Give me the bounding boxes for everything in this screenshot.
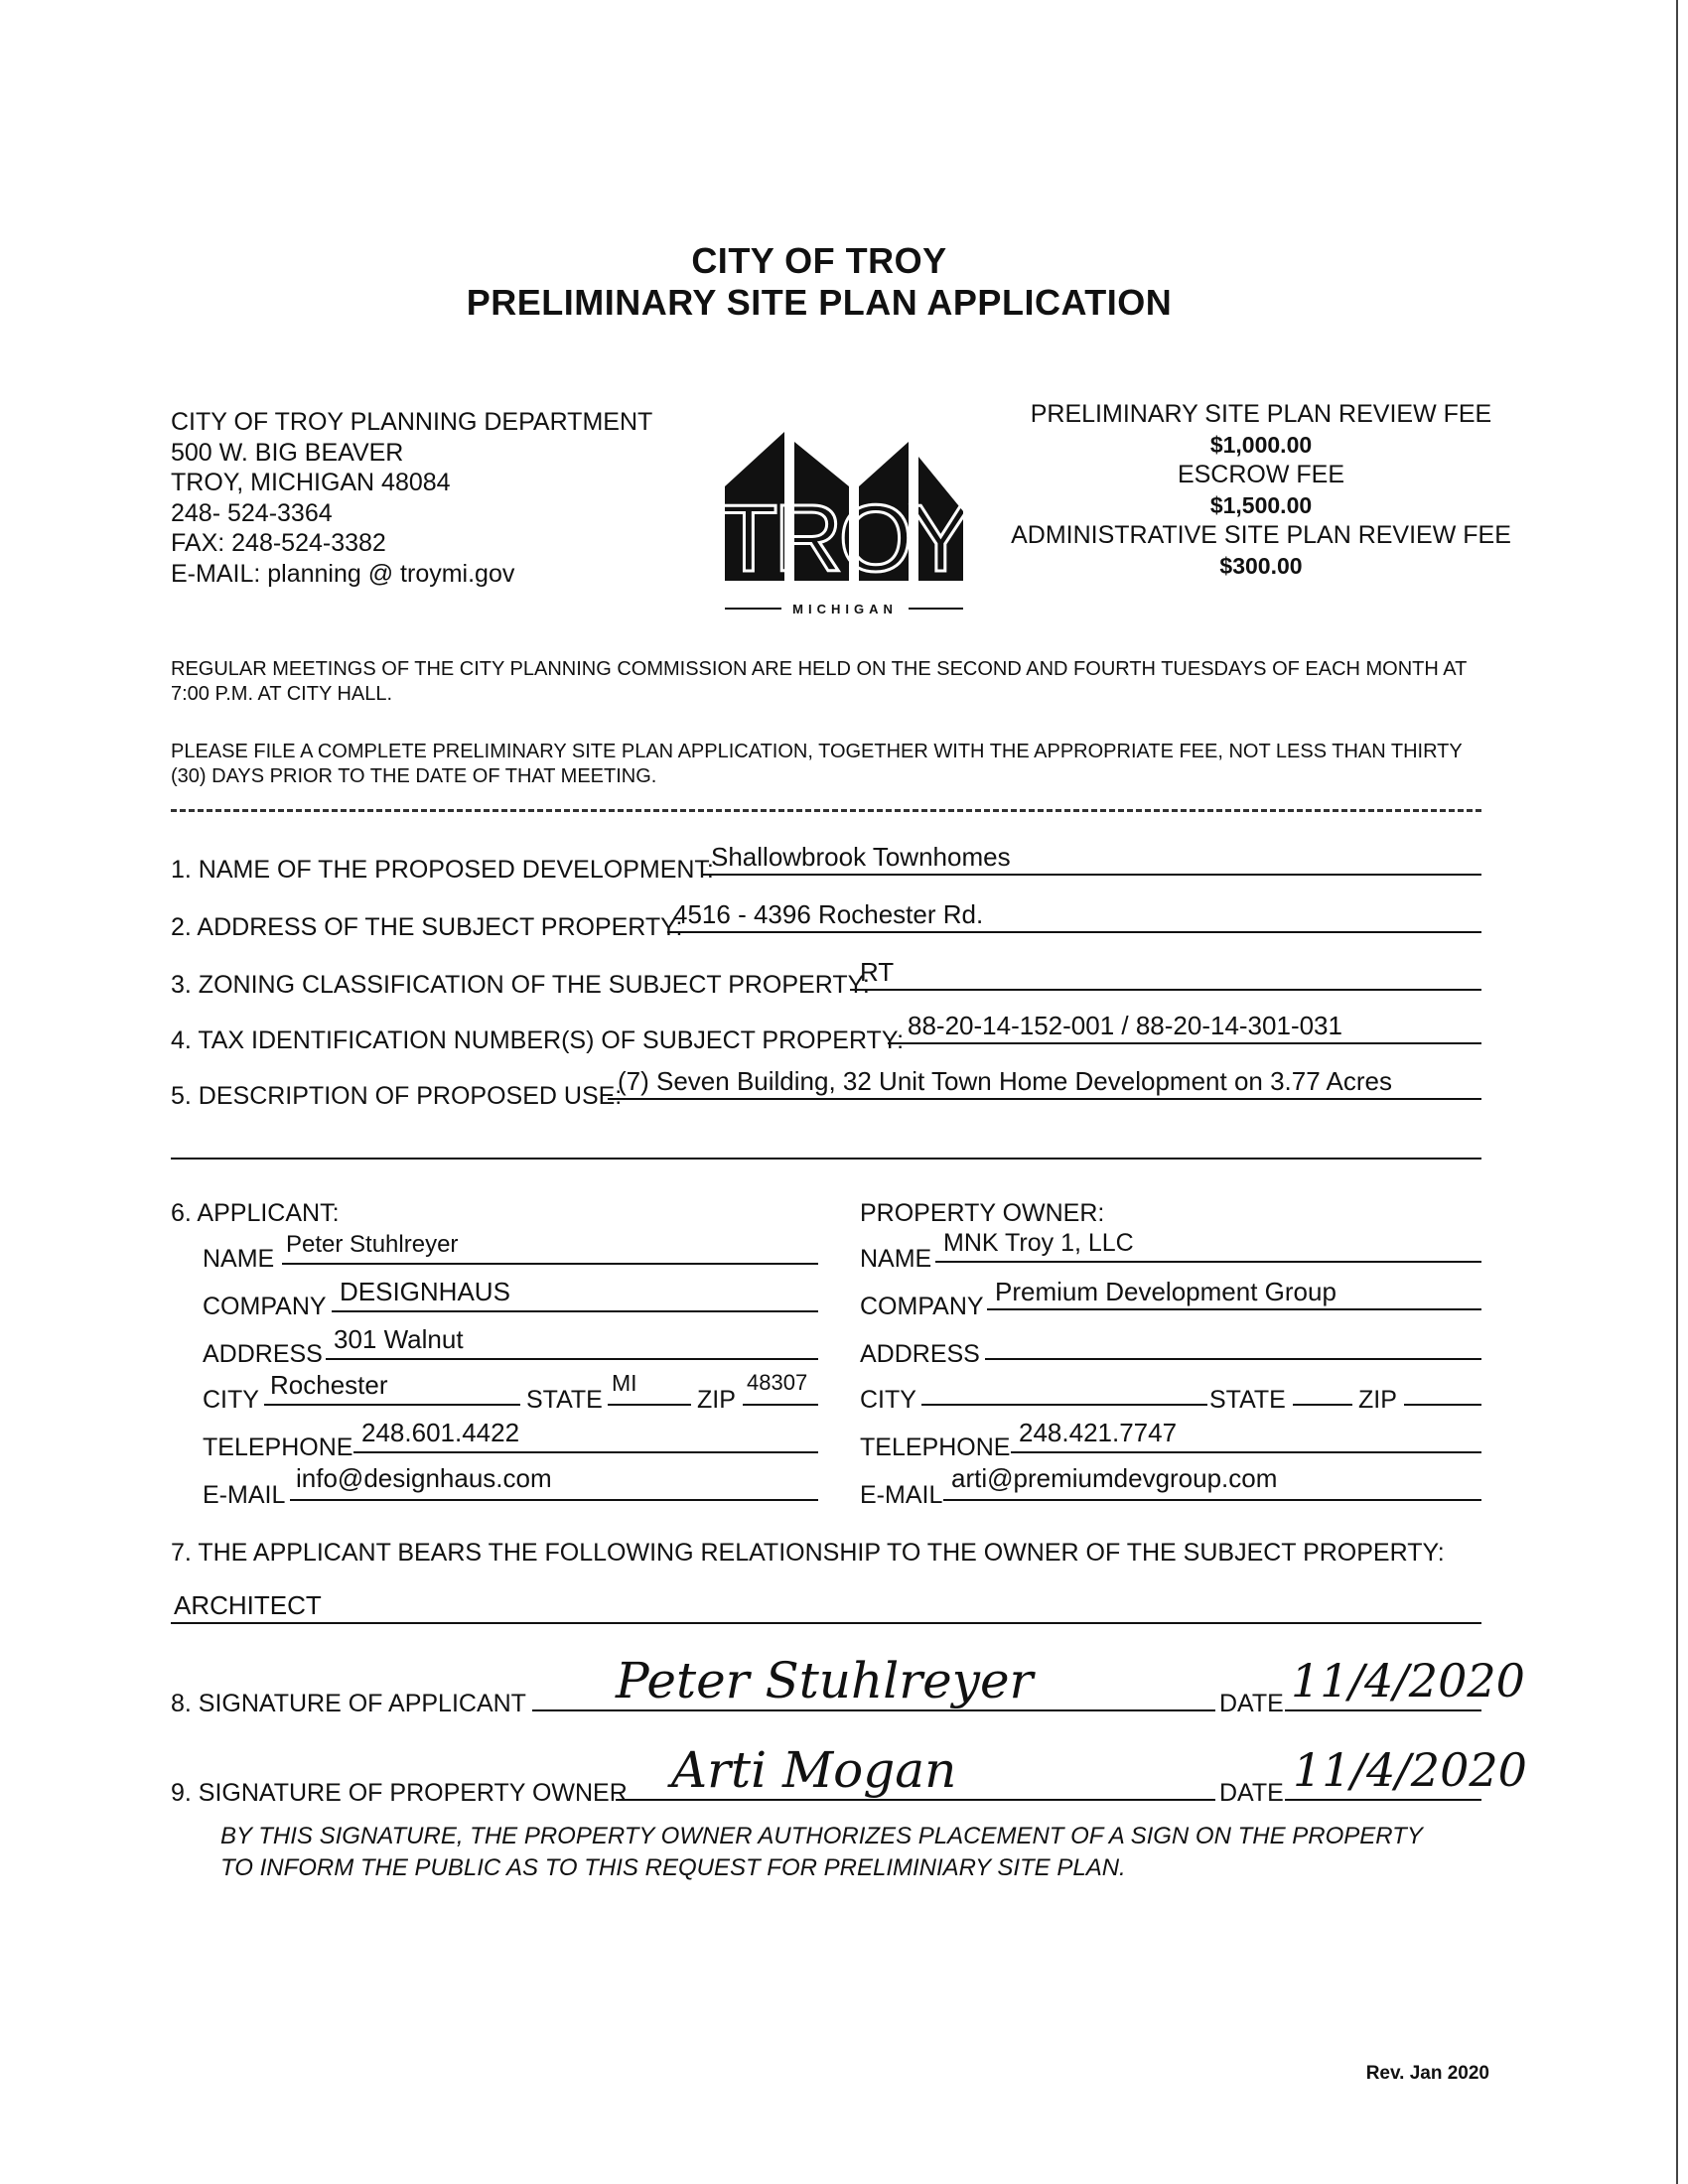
applicant-zip-label: ZIP: [697, 1386, 736, 1414]
owner-telephone-label: TELEPHONE: [860, 1433, 1011, 1461]
property-address-field[interactable]: 4516 - 4396 Rochester Rd.: [673, 899, 984, 929]
owner-zip-line: [1404, 1404, 1481, 1406]
owner-state-label: STATE: [1209, 1386, 1286, 1414]
proposed-use-label: 5. DESCRIPTION OF PROPOSED USE:: [171, 1082, 623, 1110]
meetings-notice: REGULAR MEETINGS OF THE CITY PLANNING COMMISSION ARE HELD ON THE SECOND AND FOURTH TUESDAYS OF EACH MONTH AT 7:00 P.M. AT CITY HALL.: [171, 658, 1468, 705]
relationship-label: 7. THE APPLICANT BEARS THE FOLLOWING RELATIONSHIP TO THE OWNER OF THE SUBJECT PROPERTY:: [171, 1539, 1445, 1567]
tax-id-label: 4. TAX IDENTIFICATION NUMBER(S) OF SUBJECT PROPERTY:: [171, 1026, 905, 1054]
owner-email-label: E-MAIL: [860, 1481, 943, 1509]
applicant-telephone-label: TELEPHONE: [203, 1433, 353, 1461]
proposed-use-line-2: [171, 1158, 1481, 1160]
applicant-company-line: [332, 1310, 818, 1312]
applicant-address-line: [326, 1358, 818, 1360]
development-name-label: 1. NAME OF THE PROPOSED DEVELOPMENT:: [171, 856, 714, 884]
owner-name-label: NAME: [860, 1245, 932, 1273]
owner-address-line: [985, 1358, 1481, 1360]
applicant-zip-line: [743, 1404, 818, 1406]
owner-address-label: ADDRESS: [860, 1340, 980, 1368]
admin-fee-label: ADMINISTRATIVE SITE PLAN REVIEW FEE: [1011, 521, 1511, 549]
applicant-address-label: ADDRESS: [203, 1340, 323, 1368]
owner-company-line: [987, 1308, 1481, 1310]
department-street: 500 W. BIG BEAVER: [171, 438, 404, 467]
admin-fee-amount: $300.00: [1219, 552, 1303, 579]
scan-edge: [1676, 0, 1678, 2184]
form-title-city: CITY OF TROY: [691, 240, 947, 281]
owner-name-line: [935, 1261, 1481, 1263]
owner-company-label: COMPANY: [860, 1293, 984, 1320]
owner-signature[interactable]: Arti Mogan: [671, 1741, 957, 1799]
owner-email-line: [943, 1499, 1481, 1501]
owner-signature-label: 9. SIGNATURE OF PROPERTY OWNER: [171, 1779, 628, 1807]
applicant-name-line: [282, 1263, 818, 1265]
troy-logo: [720, 432, 968, 625]
zoning-field[interactable]: RT: [860, 957, 895, 987]
applicant-city-label: CITY: [203, 1386, 259, 1414]
property-address-line: [667, 931, 1481, 933]
owner-email-field[interactable]: arti@premiumdevgroup.com: [951, 1463, 1278, 1493]
owner-heading: PROPERTY OWNER:: [860, 1199, 1105, 1227]
escrow-fee-amount: $1,500.00: [1209, 491, 1313, 518]
applicant-date-label: DATE: [1219, 1690, 1284, 1717]
preliminary-fee-label: PRELIMINARY SITE PLAN REVIEW FEE: [1030, 400, 1492, 428]
proposed-use-field[interactable]: (7) Seven Building, 32 Unit Town Home Development on 3.77 Acres: [618, 1066, 1392, 1096]
relationship-field[interactable]: ARCHITECT: [174, 1590, 322, 1620]
property-address-label: 2. ADDRESS OF THE SUBJECT PROPERTY:: [171, 913, 683, 941]
tax-id-field[interactable]: 88-20-14-152-001 / 88-20-14-301-031: [908, 1011, 1342, 1040]
department-name: CITY OF TROY PLANNING DEPARTMENT: [171, 408, 653, 436]
applicant-address-field[interactable]: 301 Walnut: [334, 1324, 464, 1354]
applicant-city-field[interactable]: Rochester: [270, 1370, 388, 1400]
development-name-line: [701, 874, 1481, 876]
tax-id-line: [888, 1042, 1481, 1044]
filing-notice: PLEASE FILE A COMPLETE PRELIMINARY SITE PLAN APPLICATION, TOGETHER WITH THE APPROPRIATE FEE, NOT LESS THAN THIRTY (30) DAYS PRIOR TO THE DATE OF THAT MEETING.: [171, 741, 1463, 787]
applicant-email-line: [290, 1499, 818, 1501]
owner-city-line: [921, 1404, 1207, 1406]
department-phone: 248- 524-3364: [171, 498, 333, 527]
department-city: TROY, MICHIGAN 48084: [171, 469, 451, 496]
applicant-telephone-line: [353, 1451, 818, 1453]
owner-city-label: CITY: [860, 1386, 916, 1414]
preliminary-fee-amount: $1,000.00: [1209, 431, 1313, 458]
escrow-fee-label: ESCROW FEE: [1177, 461, 1345, 488]
applicant-company-field[interactable]: DESIGNHAUS: [340, 1277, 510, 1306]
department-address-block: [171, 407, 652, 589]
form-title: PRELIMINARY SITE PLAN APPLICATION: [466, 282, 1173, 323]
relationship-line: [171, 1622, 1481, 1624]
department-fax: FAX: 248-524-3382: [171, 529, 386, 557]
owner-company-field[interactable]: Premium Development Group: [995, 1277, 1336, 1306]
applicant-signature-label: 8. SIGNATURE OF APPLICANT: [171, 1690, 526, 1717]
development-name-field[interactable]: Shallowbrook Townhomes: [711, 842, 1011, 872]
applicant-state-field[interactable]: MI: [612, 1370, 637, 1396]
applicant-name-field[interactable]: Peter Stuhlreyer: [286, 1231, 459, 1258]
section-divider: [171, 809, 1481, 812]
applicant-zip-field[interactable]: 48307: [747, 1370, 808, 1395]
applicant-city-line: [264, 1404, 520, 1406]
owner-zip-label: ZIP: [1358, 1386, 1397, 1414]
logo-word: TROY: [720, 485, 968, 592]
revision-date: Rev. Jan 2020: [1365, 2063, 1489, 2084]
owner-date-label: DATE: [1219, 1779, 1284, 1807]
owner-telephone-line: [1011, 1451, 1481, 1453]
applicant-company-label: COMPANY: [203, 1293, 327, 1320]
department-email: E-MAIL: planning @ troymi.gov: [171, 559, 515, 588]
authorization-note-line1: BY THIS SIGNATURE, THE PROPERTY OWNER AUTHORIZES PLACEMENT OF A SIGN ON THE PROPERTY: [220, 1823, 1423, 1849]
applicant-telephone-field[interactable]: 248.601.4422: [361, 1418, 520, 1447]
applicant-email-field[interactable]: info@designhaus.com: [296, 1463, 552, 1493]
authorization-note-line2: TO INFORM THE PUBLIC AS TO THIS REQUEST FOR PRELIMINIARY SITE PLAN.: [220, 1854, 1126, 1881]
applicant-state-line: [608, 1404, 691, 1406]
zoning-line: [850, 989, 1481, 991]
zoning-label: 3. ZONING CLASSIFICATION OF THE SUBJECT PROPERTY:: [171, 971, 870, 999]
applicant-state-label: STATE: [526, 1386, 603, 1414]
owner-telephone-field[interactable]: 248.421.7747: [1019, 1418, 1178, 1447]
applicant-signature[interactable]: Peter Stuhlreyer: [616, 1652, 1034, 1709]
fee-block: [1003, 399, 1519, 581]
owner-name-field[interactable]: MNK Troy 1, LLC: [943, 1229, 1134, 1257]
applicant-date-line: [1285, 1709, 1481, 1711]
owner-state-line: [1293, 1404, 1352, 1406]
applicant-signature-line: [532, 1709, 1215, 1711]
applicant-heading: 6. APPLICANT:: [171, 1199, 340, 1227]
owner-date-line: [1285, 1799, 1481, 1801]
applicant-date[interactable]: 11/4/2020: [1291, 1654, 1525, 1707]
owner-signature-line: [616, 1799, 1215, 1801]
owner-date[interactable]: 11/4/2020: [1293, 1743, 1527, 1797]
applicant-email-label: E-MAIL: [203, 1481, 286, 1509]
applicant-name-label: NAME: [203, 1245, 275, 1273]
logo-subtitle: MICHIGAN: [792, 602, 898, 616]
proposed-use-line: [608, 1098, 1481, 1100]
